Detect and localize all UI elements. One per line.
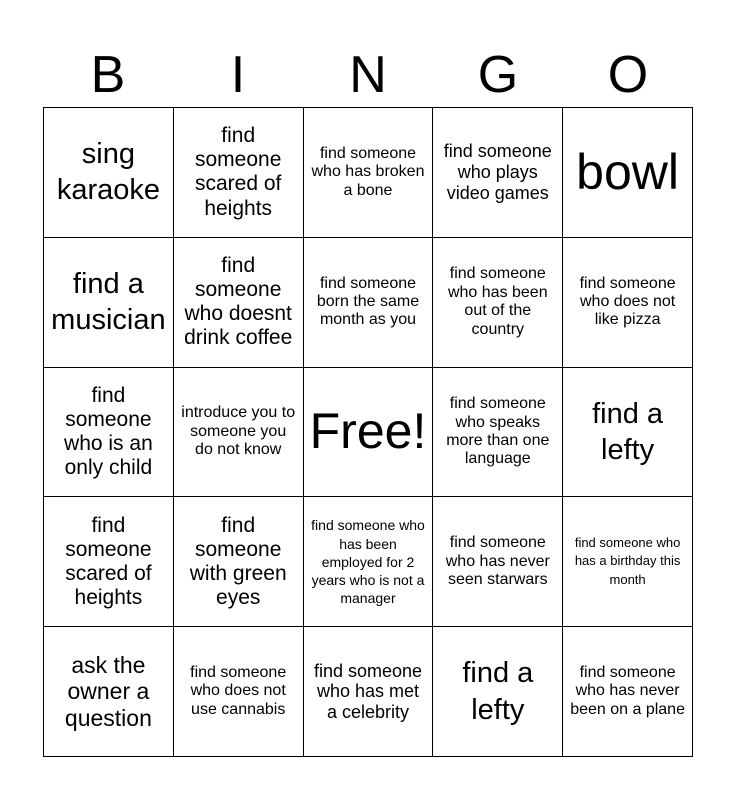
cell-text: find a musician [51, 267, 166, 337]
cell-text: find someone who speaks more than one language [446, 395, 550, 468]
cell-text: find someone who does not like pizza [579, 274, 676, 329]
cell-text: find a lefty [462, 657, 534, 726]
bingo-cell[interactable] [433, 238, 563, 368]
bingo-cell[interactable] [563, 627, 693, 757]
header-letter-o: O [607, 46, 649, 104]
cell-text: find someone scared of heights [195, 124, 282, 220]
cell-text: find someone scared of heights [65, 513, 152, 609]
cell-text: find someone who does not use cannabis [190, 664, 287, 718]
free-space-cell[interactable] [304, 368, 434, 498]
bingo-cell[interactable] [563, 108, 693, 238]
header-letter-n: N [349, 46, 387, 104]
cell-text: find someone with green eyes [189, 513, 287, 609]
bingo-cell[interactable] [174, 627, 304, 757]
cell-text: find someone who has a birthday this month [574, 534, 681, 588]
cell-text: find someone who doesnt drink coffee [184, 253, 293, 350]
bingo-board [43, 107, 693, 757]
bingo-cell[interactable] [433, 497, 563, 627]
bingo-cell[interactable] [304, 238, 434, 368]
header-letter-g: G [477, 46, 519, 104]
bingo-cell[interactable] [563, 238, 693, 368]
cell-text: sing karaoke [56, 138, 160, 207]
cell-text: find someone who has broken a bone [311, 144, 425, 199]
bingo-cell[interactable] [174, 368, 304, 498]
cell-text: find someone who has never been on a plane [570, 664, 685, 718]
bingo-cell[interactable] [44, 368, 174, 498]
cell-text: find someone who has been out of the country [447, 265, 548, 338]
cell-text: find someone who plays video games [443, 141, 552, 203]
cell-text: find someone who has never seen starwars [445, 534, 550, 588]
cell-text: bowl [576, 143, 680, 200]
header-letter-i: I [230, 46, 246, 104]
cell-text: find someone who has met a celebrity [313, 660, 423, 722]
bingo-cell[interactable] [44, 497, 174, 627]
bingo-cell[interactable] [174, 238, 304, 368]
bingo-cell[interactable] [174, 497, 304, 627]
bingo-cell[interactable] [304, 627, 434, 757]
free-space-text: Free! [309, 403, 427, 460]
bingo-cell[interactable] [563, 368, 693, 498]
bingo-cell[interactable] [304, 108, 434, 238]
cell-text: ask the owner a question [64, 651, 152, 731]
bingo-cell[interactable] [433, 368, 563, 498]
bingo-cell[interactable] [433, 627, 563, 757]
bingo-cell[interactable] [44, 238, 174, 368]
bingo-cell[interactable] [304, 497, 434, 627]
cell-text: find someone born the same month as you [316, 274, 420, 329]
cell-text: find someone who has been employed for 2 years who is not a manager [311, 517, 425, 607]
header-letter-b: B [90, 46, 126, 104]
cell-text: find someone who is an only child [64, 383, 153, 480]
bingo-cell[interactable] [563, 497, 693, 627]
bingo-cell[interactable] [433, 108, 563, 238]
bingo-cell[interactable] [174, 108, 304, 238]
cell-text: find a lefty [592, 397, 664, 466]
bingo-header [43, 44, 693, 106]
bingo-cell[interactable] [44, 627, 174, 757]
cell-text: introduce you to someone you do not know [181, 404, 296, 459]
bingo-cell[interactable] [44, 108, 174, 238]
